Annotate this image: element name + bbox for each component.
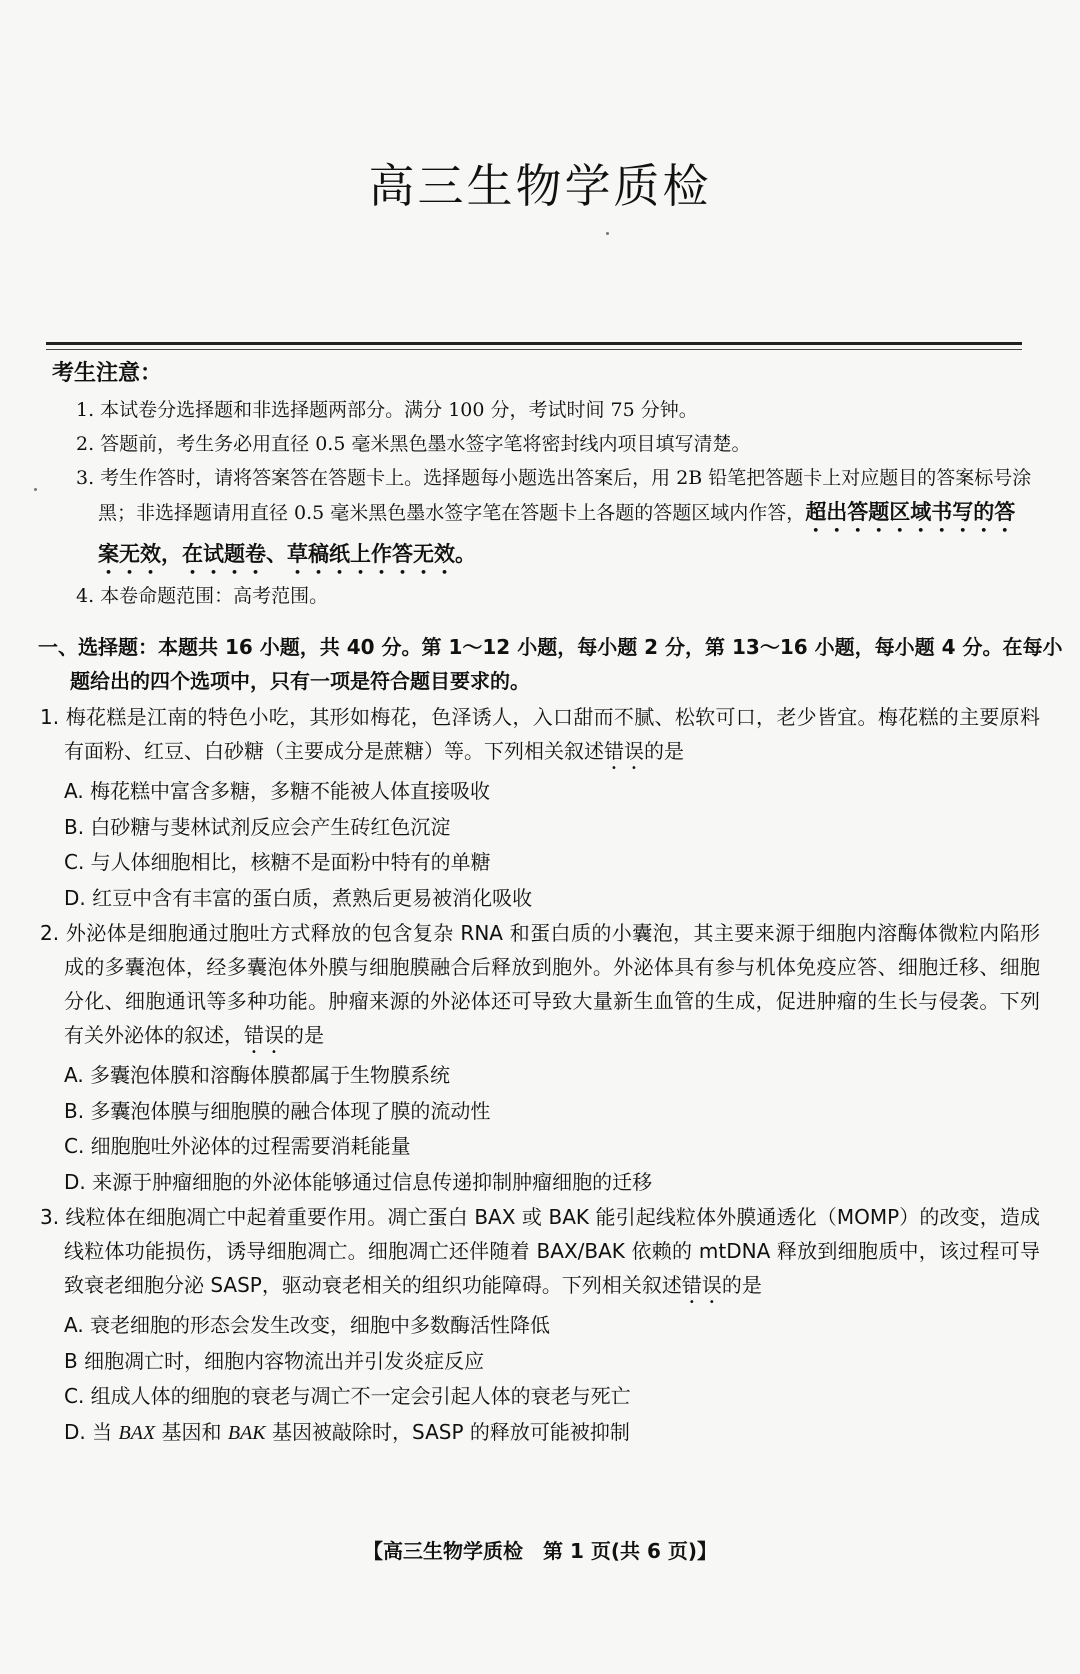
- option-d-prefix: D. 当: [64, 1419, 119, 1444]
- stem-tail: 的是: [721, 1273, 762, 1297]
- option-a: A. 衰老细胞的形态会发生改变，细胞中多数酶活性降低: [64, 1313, 551, 1337]
- question-3: [40, 1200, 1040, 1451]
- page-title: 高三生物学质检: [368, 159, 712, 213]
- stem-emphasis: 错误: [604, 739, 644, 763]
- option-d: [40, 1415, 1040, 1452]
- header-rule-thin: [46, 349, 1022, 350]
- header-rule: [46, 342, 1022, 345]
- option-b: B 细胞凋亡时，细胞内容物流出并引发炎症反应: [64, 1348, 485, 1373]
- option-c: C. 组成人体的细胞的衰老与凋亡不一定会引起人体的衰老与死亡: [64, 1384, 631, 1408]
- notice-heading: 考生注意：: [52, 361, 163, 386]
- stem-emphasis: 错误: [244, 1023, 284, 1047]
- option-d-suffix: 基因被敲除时，SASP 的释放可能被抑制: [265, 1419, 630, 1444]
- gene-bak: BAK: [227, 1421, 266, 1444]
- option-c: C. 与人体细胞相比，核糖不是面粉中特有的单糖: [64, 850, 491, 874]
- notice-item-3-emphasis: 超出答题区域书写的答案无效，在试题卷、草稿纸上作答无效。: [98, 500, 1016, 566]
- speck-mark: [606, 232, 609, 235]
- page-footer: 【高三生物学质检 第 1 页(共 6 页)】: [363, 1539, 717, 1563]
- option-d-mid: 基因和: [155, 1419, 228, 1444]
- option-d: D. 红豆中含有丰富的蛋白质，煮熟后更易被消化吸收: [64, 885, 533, 910]
- notice-item-4: 4. 本卷命题范围：高考范围。: [76, 585, 329, 607]
- stem-text: 3. 线粒体在细胞凋亡中起着重要作用。凋亡蛋白 BAX 或 BAK 能引起线粒体外膜通透化（MOMP）的改变，造成线粒体功能损伤，诱导细胞凋亡。细胞凋亡还伴随着 BAX/BAK 依赖的 mtDNA 释放到细胞质中，该过程可导致衰老细胞分泌 SASP，驱动衰老相关的组织功能障碍。下列相关叙述: [40, 1205, 1040, 1297]
- option-b: B. 多囊泡体膜与细胞膜的融合体现了膜的流动性: [64, 1098, 491, 1123]
- question-stem: [40, 916, 1040, 1058]
- stem-text: 2. 外泌体是细胞通过胞吐方式释放的包含复杂 RNA 和蛋白质的小囊泡，其主要来源于细胞内溶酶体微粒内陷形成的多囊泡体，经多囊泡体外膜与细胞膜融合后释放到胞外。外泌体具有参与机体免疫应答、细胞迁移、细胞分化、细胞通讯等多种功能。肿瘤来源的外泌体还可导致大量新生血管的生成，促进肿瘤的生长与侵袭。下列有关外泌体的叙述，: [40, 921, 1040, 1047]
- question-1: [40, 700, 1040, 916]
- gene-bax: BAX: [118, 1421, 156, 1444]
- notice-item-2: 2. 答题前，考生务必用直径 0.5 毫米黑色墨水签字笔将密封线内项目填写清楚。: [76, 433, 751, 455]
- option-b: B. 白砂糖与斐林试剂反应会产生砖红色沉淀: [64, 814, 451, 839]
- notice-item-1: 1. 本试卷分选择题和非选择题两部分。满分 100 分，考试时间 75 分钟。: [76, 399, 698, 421]
- notice-block: [52, 356, 1032, 613]
- stem-emphasis: 错误: [681, 1273, 722, 1297]
- option-c: C. 细胞胞吐外泌体的过程需要消耗能量: [64, 1134, 411, 1158]
- speck-mark: [34, 488, 37, 491]
- notice-item-3: [52, 461, 1032, 579]
- stem-tail: 的是: [644, 739, 684, 763]
- stem-tail: 的是: [284, 1023, 324, 1047]
- question-stem: [40, 1200, 1040, 1308]
- question-list: [40, 700, 1040, 1451]
- option-a: A. 多囊泡体膜和溶酶体膜都属于生物膜系统: [64, 1063, 451, 1087]
- question-stem: [40, 700, 1040, 774]
- option-a: A. 梅花糕中富含多糖，多糖不能被人体直接吸收: [64, 779, 491, 803]
- question-2: [40, 916, 1040, 1200]
- option-d: D. 来源于肿瘤细胞的外泌体能够通过信息传递抑制肿瘤细胞的迁移: [64, 1169, 653, 1194]
- section-heading: 一、选择题：本题共 16 小题，共 40 分。第 1～12 小题，每小题 2 分，第 13～16 小题，每小题 4 分。在每小题给出的四个选项中，只有一项是符合题目要求的。: [38, 635, 1063, 693]
- stem-text: 1. 梅花糕是江南的特色小吃，其形如梅花，色泽诱人，入口甜而不腻、松软可口，老少皆宜。梅花糕的主要原料有面粉、红豆、白砂糖（主要成分是蔗糖）等。下列相关叙述: [40, 705, 1040, 763]
- notice-item-3-text: 3. 考生作答时，请将答案答在答题卡上。选择题每小题选出答案后，用 2B 铅笔把答题卡上对应题目的答案标号涂黑；非选择题请用直径 0.5 毫米黑色墨水签字笔在答题卡上各题的答题区域内作答，: [76, 467, 1032, 524]
